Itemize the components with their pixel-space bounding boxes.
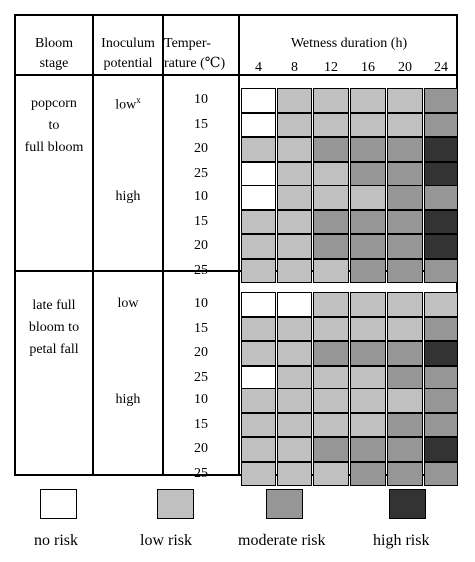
inoculum-text: high [115, 189, 141, 204]
risk-cell-low [313, 259, 349, 284]
temperature-value: 20 [194, 141, 208, 156]
risk-cell-low [241, 341, 276, 366]
legend-swatch-low [157, 489, 194, 519]
risk-cell-low [277, 388, 312, 413]
risk-cell-mod [424, 388, 458, 413]
header-wetness: Wetness duration (h) [290, 36, 408, 51]
temperature-value: 20 [194, 441, 208, 456]
risk-cell-low [350, 292, 386, 317]
risk-cell-low [277, 259, 312, 284]
risk-cell-mod [424, 317, 458, 342]
risk-cell-mod [424, 462, 458, 487]
risk-cell-high [424, 234, 458, 259]
header-bloom-line2: stage [39, 56, 69, 71]
risk-cell-low [387, 388, 423, 413]
risk-cell-high [424, 162, 458, 187]
header-inoculum-line2: potential [103, 56, 153, 71]
risk-cell-low [313, 292, 349, 317]
risk-cell-low [241, 234, 276, 259]
risk-cell-mod [350, 162, 386, 187]
risk-cell-mod [313, 137, 349, 162]
risk-cell-low [350, 88, 386, 113]
hour-label-4: 4 [255, 60, 262, 75]
risk-cell-low [241, 437, 276, 462]
legend-label-high: high risk [373, 532, 430, 549]
temperature-value: 10 [194, 92, 208, 107]
risk-cell-no [241, 162, 276, 187]
hour-label-8: 8 [291, 60, 298, 75]
risk-cell-low [277, 234, 312, 259]
risk-cell-low [277, 462, 312, 487]
risk-cell-low [350, 317, 386, 342]
risk-cell-mod [350, 137, 386, 162]
risk-cell-low [350, 113, 386, 138]
hour-label-16: 16 [361, 60, 375, 75]
risk-cell-mod [387, 366, 423, 391]
risk-cell-mod [424, 185, 458, 210]
risk-cell-low [424, 292, 458, 317]
inoculum-label [94, 392, 162, 408]
legend-swatch-mod [266, 489, 303, 519]
risk-cell-mod [350, 210, 386, 235]
risk-cell-mod [387, 185, 423, 210]
risk-cell-low [277, 413, 312, 438]
risk-cell-mod [387, 234, 423, 259]
risk-cell-mod [350, 462, 386, 487]
column-divider-1 [92, 14, 94, 476]
risk-cell-low [277, 437, 312, 462]
temperature-value: 25 [194, 262, 208, 278]
inoculum-text: low [117, 296, 139, 311]
risk-cell-mod [350, 234, 386, 259]
inoculum-text: low [115, 97, 137, 113]
risk-cell-mod [424, 113, 458, 138]
risk-cell-mod [424, 366, 458, 391]
risk-cell-low [241, 462, 276, 487]
temperature-value: 10 [194, 296, 208, 311]
risk-cell-high [424, 341, 458, 366]
risk-cell-no [241, 88, 276, 113]
risk-cell-no [241, 366, 276, 391]
risk-cell-mod [424, 259, 458, 284]
risk-cell-mod [387, 259, 423, 284]
risk-cell-mod [387, 341, 423, 366]
risk-cell-low [277, 366, 312, 391]
column-divider-3 [238, 14, 240, 476]
risk-cell-low [277, 210, 312, 235]
temperature-value: 10 [194, 189, 208, 204]
risk-cell-low [313, 185, 349, 210]
bloom-stage-label: popcorn [31, 96, 77, 111]
legend-swatch-high [389, 489, 426, 519]
temperature-value: 15 [194, 320, 208, 336]
bloom-stage-label: petal fall [29, 342, 79, 357]
legend-swatch-no [40, 489, 77, 519]
risk-cell-mod [387, 413, 423, 438]
risk-cell-mod [387, 462, 423, 487]
temperature-value: 20 [194, 345, 208, 360]
risk-cell-mod [424, 88, 458, 113]
risk-cell-low [313, 88, 349, 113]
risk-cell-no [241, 113, 276, 138]
risk-cell-mod [350, 259, 386, 284]
risk-cell-low [241, 388, 276, 413]
bloom-stage-label: late full [32, 298, 76, 313]
risk-cell-mod [313, 210, 349, 235]
inoculum-label [94, 92, 162, 114]
risk-cell-no [241, 185, 276, 210]
header-bloom-line1: Bloom [34, 36, 74, 51]
risk-cell-low [387, 292, 423, 317]
risk-cell-low [313, 366, 349, 391]
risk-cell-low [241, 413, 276, 438]
risk-cell-mod [350, 341, 386, 366]
risk-cell-low [241, 137, 276, 162]
risk-cell-mod [387, 137, 423, 162]
bloom-stage-label: full bloom [24, 140, 84, 155]
header-divider [14, 74, 458, 76]
risk-cell-mod [387, 162, 423, 187]
header-temperature-line1: Temper- [164, 36, 211, 51]
risk-cell-low [277, 88, 312, 113]
inoculum-label [94, 296, 162, 312]
risk-cell-low [313, 462, 349, 487]
risk-cell-low [350, 388, 386, 413]
risk-cell-mod [387, 437, 423, 462]
risk-cell-low [313, 388, 349, 413]
risk-cell-mod [387, 210, 423, 235]
legend-label-mod: moderate risk [238, 532, 326, 549]
risk-cell-high [424, 437, 458, 462]
inoculum-label [94, 189, 162, 205]
hour-label-20: 20 [398, 60, 412, 75]
risk-cell-low [313, 162, 349, 187]
risk-cell-low [350, 185, 386, 210]
legend-label-low: low risk [140, 532, 192, 549]
risk-cell-high [424, 210, 458, 235]
risk-cell-mod [313, 437, 349, 462]
risk-cell-low [277, 185, 312, 210]
column-divider-2 [162, 14, 164, 476]
risk-cell-low [241, 259, 276, 284]
risk-cell-low [277, 317, 312, 342]
temperature-value: 20 [194, 238, 208, 253]
temperature-value: 25 [194, 369, 208, 385]
risk-cell-mod [350, 437, 386, 462]
risk-cell-no [241, 292, 276, 317]
hour-label-12: 12 [324, 60, 338, 75]
risk-cell-low [387, 88, 423, 113]
temperature-value: 25 [194, 465, 208, 481]
temperature-value: 15 [194, 213, 208, 229]
risk-cell-low [277, 113, 312, 138]
risk-cell-low [313, 317, 349, 342]
legend-label-no: no risk [34, 532, 78, 549]
footnote-marker: x [136, 95, 141, 105]
risk-cell-high [424, 137, 458, 162]
inoculum-text: high [115, 392, 141, 407]
risk-cell-low [387, 317, 423, 342]
temperature-value: 25 [194, 165, 208, 181]
risk-cell-no [277, 292, 312, 317]
risk-cell-low [241, 210, 276, 235]
bloom-stage-label: bloom to [28, 320, 80, 335]
risk-cell-low [313, 113, 349, 138]
risk-cell-low [277, 162, 312, 187]
risk-cell-low [313, 413, 349, 438]
bloom-stage-label: to [48, 118, 60, 133]
risk-cell-low [350, 366, 386, 391]
temperature-value: 15 [194, 116, 208, 132]
header-inoculum-line1: Inoculum [101, 36, 155, 51]
risk-cell-low [277, 137, 312, 162]
temperature-value: 10 [194, 392, 208, 407]
hour-label-24: 24 [434, 60, 448, 75]
risk-cell-low [350, 413, 386, 438]
risk-cell-mod [313, 234, 349, 259]
risk-cell-low [241, 317, 276, 342]
risk-cell-low [387, 113, 423, 138]
header-temperature-line2: rature (℃) [164, 56, 226, 71]
temperature-value: 15 [194, 416, 208, 432]
risk-cell-low [277, 341, 312, 366]
risk-cell-mod [424, 413, 458, 438]
risk-cell-mod [313, 341, 349, 366]
